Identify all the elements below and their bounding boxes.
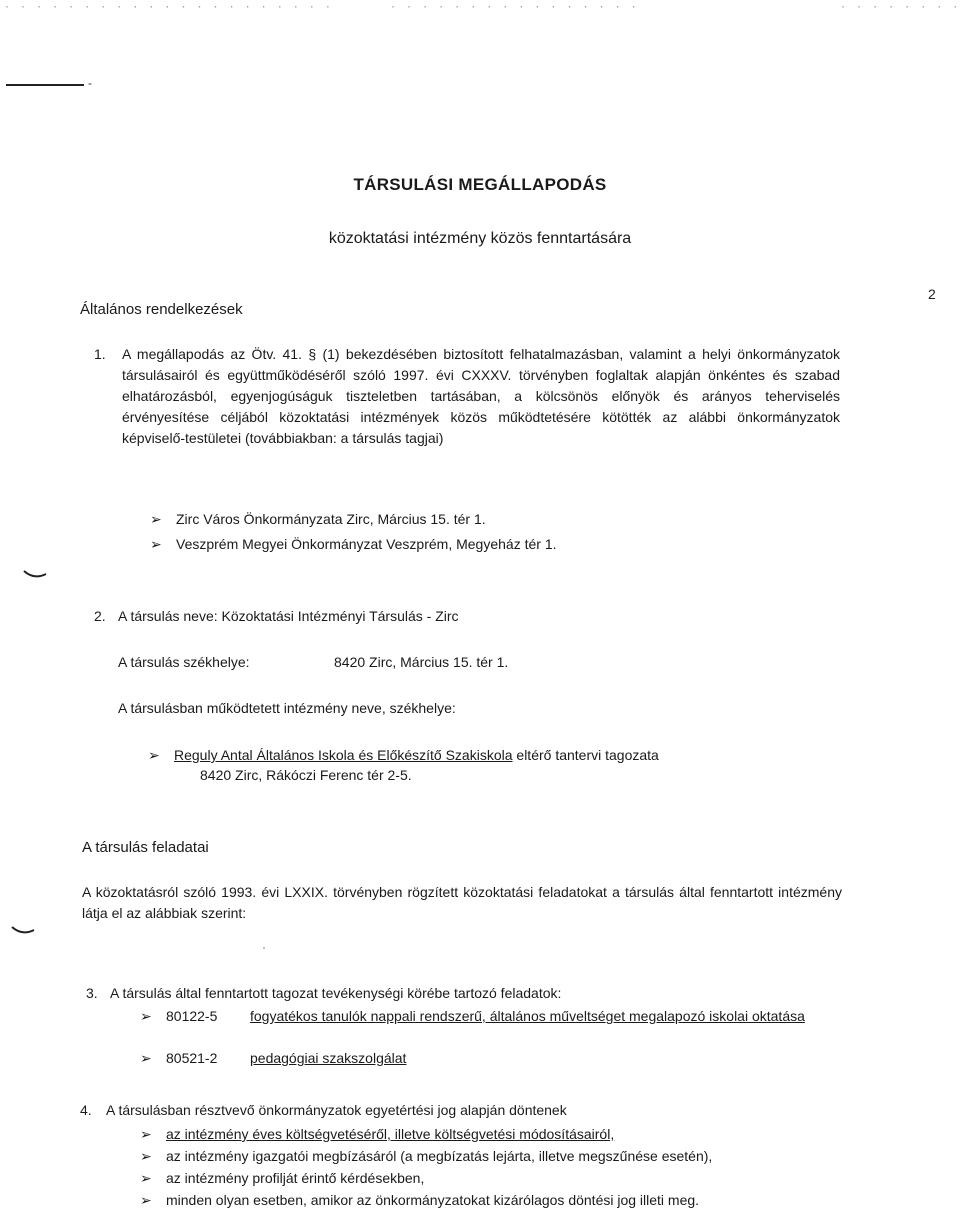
institution-address: 8420 Zirc, Rákóczi Ferenc tér 2-5.	[200, 767, 412, 783]
arrow-bullet-icon: ➢	[140, 1170, 152, 1186]
arrow-bullet-icon: ➢	[140, 1008, 152, 1024]
item2-number: 2.	[94, 608, 106, 624]
arrow-bullet-icon: ➢	[150, 511, 162, 527]
seat-label: A társulás székhelye:	[118, 654, 250, 670]
member-item	[150, 534, 557, 554]
task-code-row	[140, 1048, 840, 1068]
general-heading: Általános rendelkezések	[80, 301, 243, 318]
item4-number: 4.	[80, 1102, 92, 1118]
tasks-heading: A társulás feladatai	[82, 839, 209, 856]
item1-text: A megállapodás az Ötv. 41. § (1) bekezdésében biztosított felhatalmazásban, valamint a helyi önkormányzatok társulásairól és együttműködéséről szóló 1997. évi CXXXV. törvényben foglaltak alapján önkéntes és szabad elhatározásból, egyenjogúságuk tiszteletben tartásában, a kölcsönös előnyök és arányos teherviselés érvényesítése céljából közoktatási intézmények közös működtetésére kötötték az alábbi önkormányzatok képviselő-testületei (továbbiakban: a társulás tagjai)	[122, 346, 840, 446]
decision-bullet	[140, 1146, 712, 1166]
decision-text: az intézmény profilját érintő kérdésekben,	[166, 1170, 425, 1186]
stray-dot: ·	[262, 940, 266, 954]
institution-name-rest: eltérő tantervi tagozata	[512, 747, 659, 763]
member-zirc: Zirc Város Önkormányzata Zirc, Március 15. tér 1.	[176, 511, 486, 527]
institution-label: A társulásban működtetett intézmény neve, székhelye:	[118, 700, 456, 716]
item3-number: 3.	[86, 985, 98, 1001]
arrow-bullet-icon: ➢	[140, 1126, 152, 1142]
decision-text: az intézmény éves költségvetéséről, illetve költségvetési módosításairól,	[166, 1126, 615, 1142]
item4-text: A társulásban résztvevő önkormányzatok egyetértési jog alapján döntenek	[106, 1102, 567, 1118]
arrow-bullet-icon: ➢	[140, 1192, 152, 1208]
item1-number: 1.	[94, 346, 106, 362]
task-description: pedagógiai szakszolgálat	[250, 1050, 407, 1066]
decision-text: az intézmény igazgatói megbízásáról (a megbízatás lejárta, illetve megszűnése esetén),	[166, 1148, 713, 1164]
fax-tick-mark: -	[88, 76, 92, 90]
task-description: fogyatékos tanulók nappali rendszerű, általános műveltséget megalapozó iskolai oktatása	[250, 1008, 805, 1024]
document-title: TÁRSULÁSI MEGÁLLAPODÁS	[353, 175, 607, 194]
association-name: A társulás neve: Közoktatási Intézményi Társulás - Zirc	[118, 608, 459, 624]
fax-header-left: · · · · · · · · · · · · · · · · · · · · ·	[4, 2, 333, 13]
institution-entry	[148, 745, 659, 765]
fax-header	[0, 0, 960, 16]
decision-bullet	[140, 1124, 614, 1144]
tasks-intro: A közoktatásról szóló 1993. évi LXXIX. törvényben rögzített közoktatási feladatokat a társulás által fenntartott intézmény látja el az alábbiak szerint:	[82, 884, 842, 921]
decision-bullet	[140, 1168, 424, 1188]
arrow-bullet-icon: ➢	[140, 1148, 152, 1164]
fax-header-center: · · · · · · · · · · · · · · · ·	[390, 2, 639, 13]
institution-name: Reguly Antal Általános Iskola és Előkészítő Szakiskola	[174, 747, 513, 763]
margin-check-mark	[22, 568, 48, 580]
seat-value: 8420 Zirc, Március 15. tér 1.	[334, 654, 509, 670]
arrow-bullet-icon: ➢	[140, 1050, 152, 1066]
task-code-row	[140, 1006, 840, 1026]
page-corner-mark: 2	[928, 286, 936, 302]
margin-check-mark	[10, 924, 36, 936]
arrow-bullet-icon: ➢	[150, 536, 162, 552]
decision-bullet	[140, 1190, 699, 1210]
decision-text: minden olyan esetben, amikor az önkormányzatokat kizárólagos döntési jog illeti meg.	[166, 1192, 700, 1208]
task-code: 80521-2	[166, 1050, 218, 1066]
task-code: 80122-5	[166, 1008, 218, 1024]
item3-text: A társulás által fenntartott tagozat tevékenységi körébe tartozó feladatok:	[110, 985, 562, 1001]
member-veszprem: Veszprém Megyei Önkormányzat Veszprém, Megyeház tér 1.	[176, 536, 557, 552]
fax-line-mark	[6, 84, 84, 86]
member-item	[150, 509, 486, 529]
document-subtitle: közoktatási intézmény közös fenntartására	[328, 230, 632, 247]
arrow-bullet-icon: ➢	[148, 747, 160, 763]
fax-header-right: · · · · · · · ·	[840, 2, 960, 13]
